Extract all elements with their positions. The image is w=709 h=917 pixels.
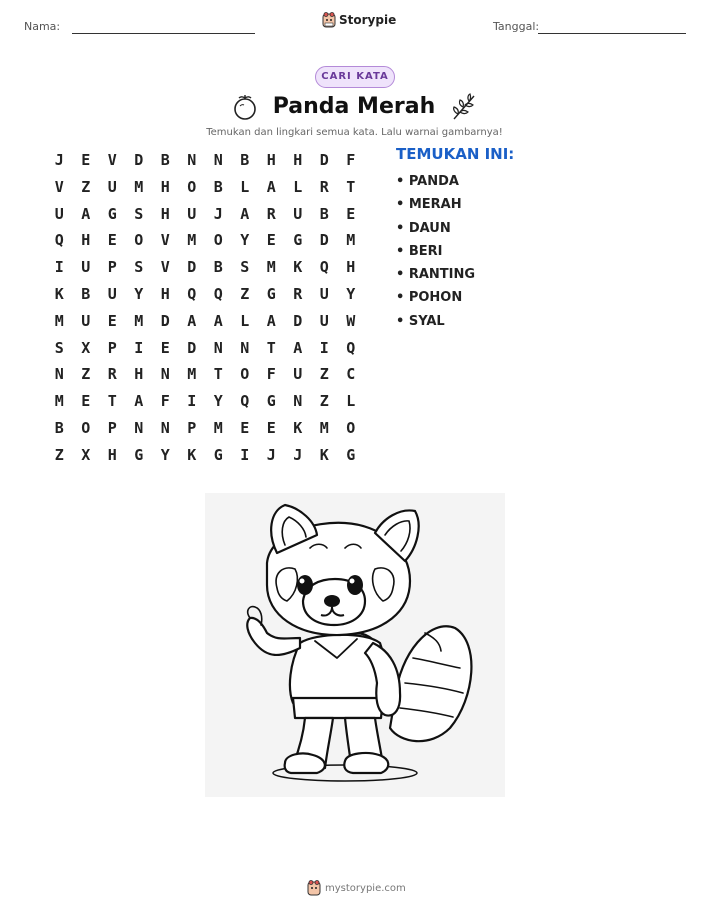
word-list-item: • MERAH [396, 197, 462, 213]
grid-letter[interactable]: X [81, 445, 91, 464]
grid-letter[interactable]: B [213, 177, 223, 196]
grid-letter[interactable]: N [54, 365, 64, 384]
grid-letter[interactable]: U [319, 311, 329, 330]
grid-letter[interactable]: I [187, 392, 197, 411]
grid-letter[interactable]: U [81, 311, 91, 330]
storypie-logo-icon [307, 880, 321, 896]
grid-row [46, 415, 364, 442]
grid-letter[interactable]: V [160, 258, 170, 277]
grid-letter[interactable]: J [54, 151, 64, 169]
grid-letter[interactable]: E [107, 311, 117, 330]
grid-letter[interactable]: R [266, 204, 276, 223]
grid-letter[interactable]: S [54, 338, 64, 357]
grid-letter[interactable]: A [187, 311, 197, 330]
grid-letter[interactable]: E [240, 418, 250, 437]
grid-letter[interactable]: S [134, 204, 144, 223]
grid-letter[interactable]: N [160, 365, 170, 384]
grid-letter[interactable]: J [266, 445, 276, 464]
grid-letter[interactable]: O [346, 418, 356, 437]
grid-letter[interactable]: J [213, 204, 223, 223]
grid-letter[interactable]: I [134, 338, 144, 357]
grid-row [46, 361, 364, 388]
grid-letter[interactable]: M [134, 311, 144, 330]
grid-letter[interactable]: H [134, 365, 144, 384]
grid-letter[interactable]: G [293, 231, 303, 250]
grid-letter[interactable]: N [240, 338, 250, 357]
grid-letter[interactable]: T [266, 338, 276, 357]
grid-letter[interactable]: D [187, 338, 197, 357]
grid-letter[interactable]: U [187, 204, 197, 223]
grid-letter[interactable]: Z [319, 365, 329, 384]
footer [307, 880, 406, 896]
grid-letter[interactable]: E [81, 392, 91, 411]
grid-letter[interactable]: G [213, 445, 223, 464]
grid-letter[interactable]: L [240, 177, 250, 196]
grid-letter[interactable]: B [213, 258, 223, 277]
grid-letter[interactable]: K [54, 284, 64, 303]
grid-letter[interactable]: G [346, 445, 356, 464]
word-list-item: • SYAL [396, 313, 445, 329]
grid-letter[interactable]: L [346, 392, 356, 411]
grid-letter[interactable]: U [319, 284, 329, 303]
activity-badge: CARI KATA [315, 66, 395, 88]
grid-letter[interactable]: G [266, 392, 276, 411]
grid-letter[interactable]: U [293, 204, 303, 223]
grid-letter[interactable]: D [319, 231, 329, 250]
grid-letter[interactable]: U [107, 177, 117, 196]
grid-letter[interactable]: M [54, 392, 64, 411]
grid-letter[interactable]: H [266, 151, 276, 169]
brand-name: Storypie [339, 13, 397, 27]
grid-letter[interactable]: K [319, 445, 329, 464]
grid-row [46, 201, 364, 228]
grid-letter[interactable]: C [346, 365, 356, 384]
grid-letter[interactable]: M [319, 418, 329, 437]
instructions: Temukan dan lingkari semua kata. Lalu warnai gambarnya! [206, 127, 503, 138]
grid-letter[interactable]: F [266, 365, 276, 384]
grid-letter[interactable]: K [187, 445, 197, 464]
grid-letter[interactable]: Q [346, 338, 356, 357]
grid-letter[interactable]: E [266, 418, 276, 437]
grid-letter[interactable]: M [266, 258, 276, 277]
date-label: Tanggal: [493, 20, 540, 33]
grid-letter[interactable]: M [187, 365, 197, 384]
grid-letter[interactable]: Y [346, 284, 356, 303]
grid-letter[interactable]: N [187, 151, 197, 169]
grid-letter[interactable]: N [213, 338, 223, 357]
grid-letter[interactable]: M [54, 311, 64, 330]
footer-url[interactable]: mystorypie.com [325, 882, 406, 894]
grid-letter[interactable]: E [266, 231, 276, 250]
grid-letter[interactable]: Q [54, 231, 64, 250]
grid-letter[interactable]: A [266, 177, 276, 196]
grid-letter[interactable]: B [54, 418, 64, 437]
word-search-grid[interactable] [46, 147, 364, 469]
grid-letter[interactable]: N [293, 392, 303, 411]
grid-letter[interactable]: H [346, 258, 356, 277]
grid-letter[interactable]: Z [240, 284, 250, 303]
grid-letter[interactable]: H [293, 151, 303, 169]
grid-letter[interactable]: P [107, 338, 117, 357]
grid-letter[interactable]: D [160, 311, 170, 330]
grid-letter[interactable]: H [160, 284, 170, 303]
grid-letter[interactable]: F [160, 392, 170, 411]
grid-row [46, 147, 364, 174]
grid-letter[interactable]: E [346, 204, 356, 223]
name-line[interactable] [72, 33, 255, 34]
grid-letter[interactable]: O [81, 418, 91, 437]
grid-letter[interactable]: M [187, 231, 197, 250]
grid-letter[interactable]: A [134, 392, 144, 411]
grid-letter[interactable]: D [134, 151, 144, 169]
grid-letter[interactable]: B [81, 284, 91, 303]
word-list-item: • PANDA [396, 174, 459, 189]
grid-letter[interactable]: Y [160, 445, 170, 464]
grid-letter[interactable]: A [293, 338, 303, 357]
grid-letter[interactable]: P [107, 258, 117, 277]
grid-letter[interactable]: T [213, 365, 223, 384]
grid-letter[interactable]: G [107, 204, 117, 223]
grid-letter[interactable]: Q [319, 258, 329, 277]
grid-letter[interactable]: G [134, 445, 144, 464]
date-line[interactable] [538, 33, 686, 34]
word-list-item: • POHON [396, 290, 463, 306]
grid-letter[interactable]: Z [81, 365, 91, 384]
grid-letter[interactable]: L [240, 311, 250, 330]
word-list-item: • DAUN [396, 220, 451, 236]
grid-letter[interactable]: E [107, 231, 117, 250]
grid-letter[interactable]: F [346, 151, 356, 169]
grid-letter[interactable]: N [134, 418, 144, 437]
grid-letter[interactable]: H [81, 231, 91, 250]
grid-letter[interactable]: O [134, 231, 144, 250]
grid-letter[interactable]: V [54, 177, 64, 196]
grid-letter[interactable]: V [160, 231, 170, 250]
grid-row [46, 281, 364, 308]
leaf-branch-icon [450, 92, 478, 122]
grid-letter[interactable]: Y [134, 284, 144, 303]
grid-letter[interactable]: A [81, 204, 91, 223]
grid-letter[interactable]: B [240, 151, 250, 169]
grid-letter[interactable]: H [160, 177, 170, 196]
coloring-picture[interactable] [205, 493, 505, 797]
grid-letter[interactable]: R [319, 177, 329, 196]
grid-letter[interactable]: M [134, 177, 144, 196]
grid-letter[interactable]: B [160, 151, 170, 169]
grid-letter[interactable]: T [346, 177, 356, 196]
brand [322, 12, 396, 28]
grid-letter[interactable]: T [107, 392, 117, 411]
grid-row [46, 308, 364, 335]
grid-letter[interactable]: U [293, 365, 303, 384]
storypie-logo-icon [322, 12, 336, 28]
grid-letter[interactable]: A [213, 311, 223, 330]
grid-letter[interactable]: Y [240, 231, 250, 250]
grid-letter[interactable]: I [54, 258, 64, 277]
grid-letter[interactable]: O [187, 177, 197, 196]
grid-letter[interactable]: Z [319, 392, 329, 411]
grid-letter[interactable]: R [293, 284, 303, 303]
grid-letter[interactable]: O [240, 365, 250, 384]
grid-letter[interactable]: D [293, 311, 303, 330]
grid-letter[interactable]: K [293, 258, 303, 277]
grid-letter[interactable]: P [187, 418, 197, 437]
grid-letter[interactable]: U [54, 204, 64, 223]
grid-letter[interactable]: N [160, 418, 170, 437]
grid-letter[interactable]: G [266, 284, 276, 303]
grid-letter[interactable]: D [187, 258, 197, 277]
grid-letter[interactable]: S [240, 258, 250, 277]
word-list-item: • RANTING [396, 267, 476, 283]
grid-letter[interactable]: M [346, 231, 356, 250]
grid-letter[interactable]: E [81, 151, 91, 169]
grid-row [46, 442, 364, 469]
grid-letter[interactable]: J [293, 445, 303, 464]
grid-letter[interactable]: Q [187, 284, 197, 303]
grid-row [46, 227, 364, 254]
grid-letter[interactable]: N [213, 151, 223, 169]
word-list [396, 170, 475, 333]
grid-letter[interactable]: R [107, 365, 117, 384]
grid-row [46, 254, 364, 281]
grid-letter[interactable]: H [107, 445, 117, 464]
word-list-item: • BERI [396, 243, 443, 259]
grid-letter[interactable]: M [213, 418, 223, 437]
grid-letter[interactable]: B [319, 204, 329, 223]
grid-letter[interactable]: X [81, 338, 91, 357]
grid-letter[interactable]: D [319, 151, 329, 169]
grid-letter[interactable]: A [240, 204, 250, 223]
grid-letter[interactable]: I [319, 338, 329, 357]
name-label: Nama: [24, 20, 61, 33]
grid-row [46, 335, 364, 362]
grid-letter[interactable]: A [266, 311, 276, 330]
grid-letter[interactable]: U [107, 284, 117, 303]
red-panda-illustration [205, 493, 505, 797]
grid-letter[interactable]: Z [54, 445, 64, 464]
grid-letter[interactable]: I [240, 445, 250, 464]
grid-row [46, 388, 364, 415]
grid-letter[interactable]: W [346, 311, 356, 330]
grid-letter[interactable]: Z [81, 177, 91, 196]
grid-letter[interactable]: P [107, 418, 117, 437]
grid-letter[interactable]: Q [213, 284, 223, 303]
grid-letter[interactable]: U [81, 258, 91, 277]
grid-letter[interactable]: Y [213, 392, 223, 411]
grid-letter[interactable]: O [213, 231, 223, 250]
grid-letter[interactable]: E [160, 338, 170, 357]
word-list-title: TEMUKAN INI: [396, 145, 515, 163]
grid-letter[interactable]: S [134, 258, 144, 277]
grid-letter[interactable]: K [293, 418, 303, 437]
grid-letter[interactable]: V [107, 151, 117, 169]
grid-row [46, 174, 364, 201]
grid-letter[interactable]: H [160, 204, 170, 223]
grid-letter[interactable]: L [293, 177, 303, 196]
grid-letter[interactable]: Q [240, 392, 250, 411]
page-title: Panda Merah [272, 94, 436, 119]
